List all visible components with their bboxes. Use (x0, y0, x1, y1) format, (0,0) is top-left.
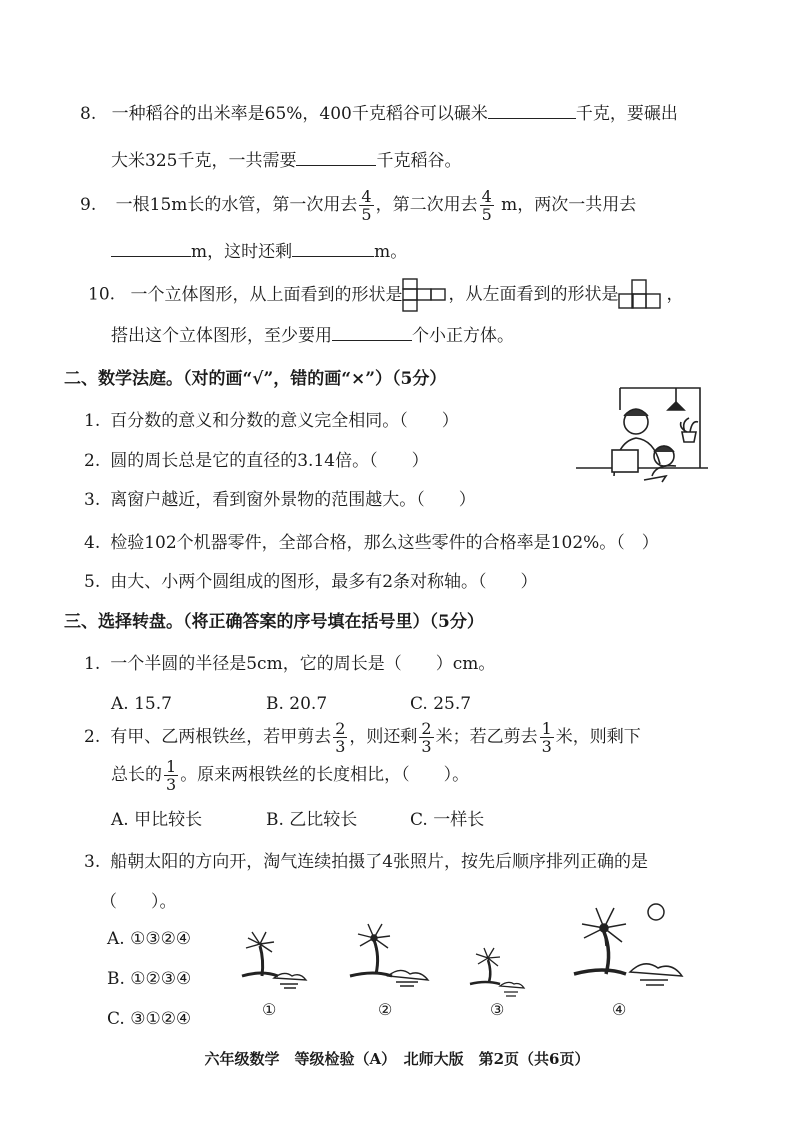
item-number: 4. (84, 533, 101, 553)
q8-text-d: 千克稻谷。 (376, 151, 462, 171)
fraction-denominator: 3 (541, 737, 552, 756)
item-text: 检验102个机器零件，全部合格，那么这些零件的合格率是102%。（ ） (110, 533, 659, 553)
q2-fraction-3 (540, 720, 554, 755)
sec3-q3-line1 (84, 850, 648, 874)
sec2-item-3 (84, 488, 476, 512)
item-text: 离窗户越近，看到窗外景物的范围越大。（ ） (110, 490, 476, 510)
left-view-shape-icon (618, 278, 666, 312)
fraction-denominator: 3 (335, 737, 346, 756)
item-number: 1. (84, 654, 101, 674)
q2-fraction-2 (419, 720, 433, 755)
q9-fraction-1 (359, 188, 373, 223)
q10-blank[interactable] (332, 322, 412, 341)
section-2-title: 二、数学法庭。（对的画“√”，错的画“×”）（5分） (64, 369, 447, 389)
q9-line1 (80, 188, 636, 223)
q9-fraction-2 (480, 188, 494, 223)
sec3-q1-option-c[interactable]: C. 25.7 (410, 694, 472, 714)
photo-1-palm-island-icon (232, 930, 312, 1000)
sec2-item-5 (84, 570, 538, 594)
sec3-q1 (84, 652, 495, 676)
photo-3-label: ③ (490, 1000, 505, 1019)
q2-text-e: 总长的 (111, 765, 162, 785)
sec3-q1-option-a[interactable]: A. 15.7 (111, 694, 172, 714)
q9-text-b: ，第二次用去 (375, 195, 478, 215)
sec3-q3-option-a[interactable]: A. ①③②④ (107, 929, 192, 949)
reading-illustration (572, 380, 712, 490)
q3-text-a: 船朝太阳的方向开，淘气连续拍摄了4张照片，按先后顺序排列正确的是 (110, 852, 649, 872)
section-3-title: 三、选择转盘。（将正确答案的序号填在括号里）（5分） (64, 612, 484, 632)
sec2-item-2 (84, 449, 429, 473)
q2-text-c: 米；若乙剪去 (435, 727, 538, 747)
item-number: 5. (84, 572, 101, 592)
q9-number: 9. (80, 195, 97, 215)
item-number: 1. (84, 411, 101, 431)
q10-text-d: 搭出这个立体图形，至少要用 (111, 326, 332, 346)
photo-2-palm-island-icon (340, 920, 440, 1000)
q2-text-f: 。原来两根铁丝的长度相比，（ ）。 (180, 765, 470, 785)
sec3-q3-option-b[interactable]: B. ①②③④ (107, 969, 192, 989)
fraction-denominator: 5 (361, 205, 372, 224)
q10-text-e: 个小正方体。 (412, 326, 514, 346)
item-number: 3. (84, 490, 101, 510)
q9-blank-1[interactable] (111, 238, 191, 257)
q10-text-b: ，从左面看到的形状是 (448, 284, 619, 305)
q10-line2 (111, 322, 514, 348)
photo-2-label: ② (378, 1000, 393, 1019)
q9-text-a: 一根15m长的水管，第一次用去 (115, 195, 358, 215)
sec3-q2-line2 (111, 758, 469, 793)
sec3-q2-option-b[interactable]: B. 乙比较长 (266, 810, 358, 830)
q2-text-a: 有甲、乙两根铁丝，若甲剪去 (110, 727, 332, 747)
sec3-q2-option-a[interactable]: A. 甲比较长 (111, 810, 203, 830)
sec3-q1-option-b[interactable]: B. 20.7 (266, 694, 328, 714)
q8-number: 8. (80, 104, 97, 124)
sec3-q3-line2[interactable]: （ ）。 (100, 892, 177, 912)
q8-text-a: 一种稻谷的出米率是65%，400千克稻谷可以碾米 (111, 104, 488, 124)
fraction-numerator: 1 (166, 757, 177, 776)
q9-text-c: m，两次一共用去 (495, 195, 637, 215)
q10-text-a: 一个立体图形，从上面看到的形状是 (130, 284, 403, 305)
photo-1-label: ① (262, 1000, 277, 1019)
q10-text-c: ， (666, 284, 684, 305)
photo-4-label: ④ (612, 1000, 627, 1019)
fraction-numerator: 2 (421, 719, 432, 738)
q9-blank-2[interactable] (292, 238, 374, 257)
item-text: 一个半圆的半径是5cm，它的周长是（ ）cm。 (110, 654, 496, 674)
q9-text-d: m，这时还剩 (191, 242, 293, 262)
q8-text-b: 千克，要碾出 (575, 104, 678, 124)
sec3-q2-line1 (84, 720, 641, 755)
sec2-item-1 (84, 409, 459, 433)
fraction-numerator: 4 (361, 187, 372, 206)
fraction-denominator: 5 (481, 205, 492, 224)
q10-line1 (88, 278, 683, 312)
q8-line2 (111, 147, 461, 173)
item-text: 圆的周长总是它的直径的3.14倍。（ ） (110, 451, 429, 471)
item-number: 2. (84, 727, 101, 747)
q2-fraction-1 (333, 720, 347, 755)
q2-text-d: 米，则剩下 (555, 727, 641, 747)
item-number: 3. (84, 852, 101, 872)
q8-blank-1[interactable] (488, 100, 576, 119)
sec2-item-4 (84, 531, 659, 555)
item-text: 百分数的意义和分数的意义完全相同。（ ） (110, 411, 459, 431)
sec3-q2-option-c[interactable]: C. 一样长 (410, 810, 485, 830)
q10-number: 10. (88, 284, 116, 305)
sec3-q3-option-c[interactable]: C. ③①②④ (107, 1009, 192, 1029)
fraction-numerator: 2 (335, 719, 346, 738)
fraction-denominator: 3 (421, 737, 432, 756)
fraction-numerator: 4 (481, 187, 492, 206)
q8-line1 (80, 100, 678, 126)
q9-text-e: m。 (374, 242, 408, 262)
q2-text-b: ，则还剩 (349, 727, 418, 747)
q2-fraction-4 (164, 758, 178, 793)
item-number: 2. (84, 451, 101, 471)
page-footer: 六年级数学 等级检验（A） 北师大版 第2页（共6页） (204, 1050, 590, 1068)
top-view-shape-icon (402, 278, 448, 312)
fraction-numerator: 1 (541, 719, 552, 738)
q8-text-c: 大米325千克，一共需要 (111, 151, 297, 171)
item-text: 由大、小两个圆组成的图形，最多有2条对称轴。（ ） (110, 572, 538, 592)
q8-blank-2[interactable] (296, 147, 376, 166)
q9-line2 (111, 238, 407, 264)
fraction-denominator: 3 (166, 775, 177, 794)
photo-4-palm-island-sun-icon (568, 898, 698, 998)
photo-3-palm-island-icon (460, 946, 540, 1006)
